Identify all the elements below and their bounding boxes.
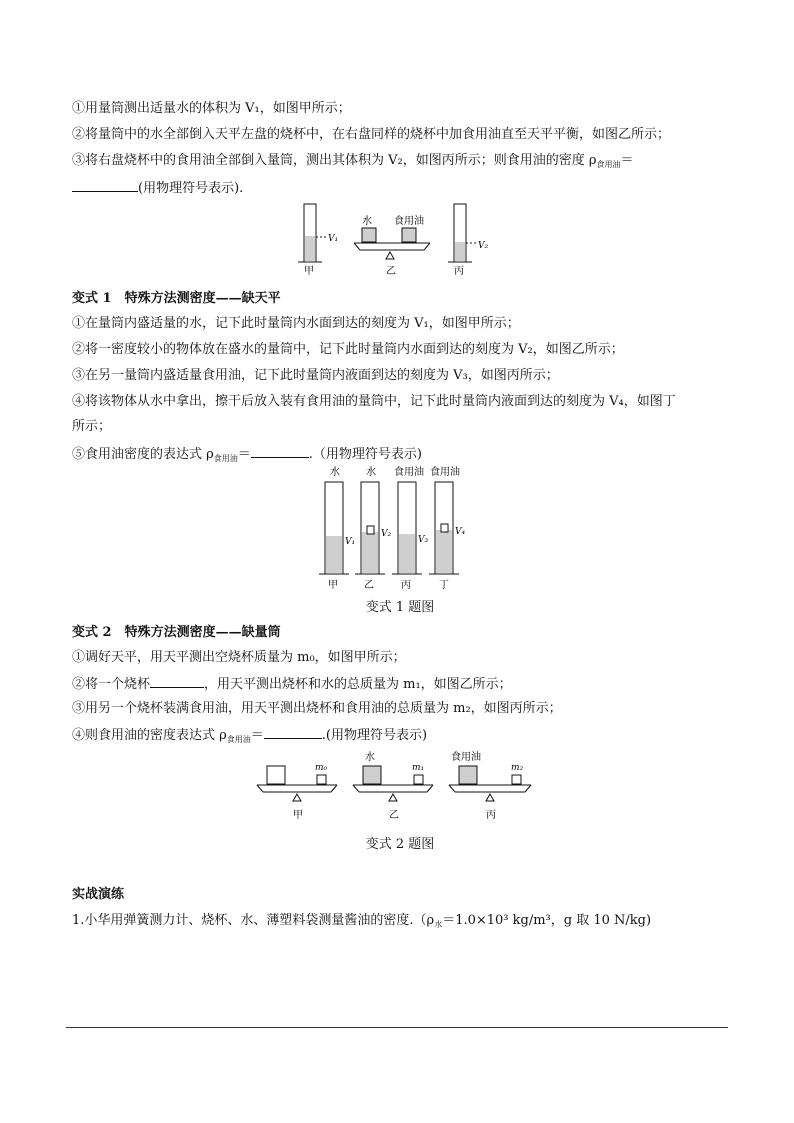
- label-yi: 乙: [386, 266, 396, 277]
- variant-1-step-5-text: ⑤食用油密度的表达式 ρ: [72, 447, 214, 462]
- variant-2-blank[interactable]: [150, 674, 204, 688]
- v2-mass-3: m₂: [511, 763, 524, 773]
- answer-blank[interactable]: [72, 178, 138, 192]
- cylinder-jia: [298, 204, 326, 262]
- variant-1-answer-blank[interactable]: [251, 444, 309, 458]
- label-bing: 丙: [454, 266, 464, 277]
- v1-reading-2: V₂: [381, 529, 392, 539]
- practice-title: 实战演练: [72, 887, 125, 902]
- v1-top-label-1: 水: [330, 467, 340, 478]
- variant-2-step-2: [72, 674, 512, 694]
- v2-water-label: 水: [365, 752, 375, 763]
- step-3-eq: ＝: [620, 153, 634, 168]
- balance-v2-jia: [257, 763, 337, 821]
- variant-1-title: 变式 1 特殊方法测密度——缺天平: [72, 291, 281, 306]
- variant-1-step-4-cont: 所示；: [72, 419, 112, 434]
- variant-2-step-4-sub: 食用油: [226, 735, 251, 744]
- step-2: ②将量筒中的水全部倒入天平左盘的烧杯中，在右盘同样的烧杯中加食用油直至天平平衡，如图乙所示；: [72, 127, 671, 142]
- cylinder-bing: [448, 204, 476, 262]
- variant-1-step-1: ①在量筒内盛适量的水，记下此时量筒内水面到达的刻度为 V₁，如图甲所示；: [72, 316, 520, 331]
- variant-1-step-2: ②将一密度较小的物体放在盛水的量筒中，记下此时量筒内水面到达的刻度为 V₂，如图乙所示；: [72, 342, 624, 357]
- variant-2-step-2-a: ②将一个烧杯: [72, 677, 151, 692]
- variant-2-step-4: [72, 725, 427, 749]
- cylinder-v1-jia: [319, 465, 355, 591]
- v1-label: V₁: [328, 234, 339, 244]
- label-jia: 甲: [304, 266, 314, 277]
- variant-1-step-4: ④将该物体从水中拿出，擦干后放入装有食用油的量筒中，记下此时量筒内液面到达的刻度为 V₄，如图丁: [72, 394, 676, 409]
- variant-1-step-3: ③在另一量筒内盛适量食用油，记下此时量筒内液面到达的刻度为 V₃，如图丙所示；: [72, 368, 559, 383]
- variant-2-step-3: ③用另一个烧杯装满食用油，用天平测出烧杯和食用油的总质量为 m₂，如图丙所示；: [72, 701, 562, 716]
- v2-name-3: 丙: [486, 810, 496, 821]
- variant-2-answer-blank[interactable]: [264, 725, 322, 739]
- variant-1-step-5-sub: 食用油: [213, 454, 238, 463]
- practice-q1-tail: ＝1.0×10³ kg/m³，g 取 10 N/kg): [442, 913, 652, 928]
- variant-1-step-5-eq: ＝: [237, 447, 251, 462]
- cylinder-v1-ding: [429, 465, 465, 591]
- v1-top-label-4: 食用油: [430, 467, 460, 478]
- figure-variant-2: [255, 748, 545, 828]
- practice-q1-text: 1.小华用弹簧测力计、烧杯、水、薄塑料袋测量酱油的密度.（ρ: [72, 913, 435, 928]
- cylinder-v1-yi: [355, 465, 391, 591]
- v2-label: V₂: [478, 241, 489, 251]
- variant-2-step-1: ①调好天平，用天平测出空烧杯质量为 m₀，如图甲所示；: [72, 650, 406, 665]
- variant-2-step-4-tail: .(用物理符号表示): [321, 728, 428, 743]
- step-3-tail: (用物理符号表示).: [138, 181, 244, 196]
- practice-question-1: [72, 912, 651, 934]
- v2-mass-2: m₁: [412, 763, 425, 773]
- water-label: 水: [362, 216, 372, 227]
- v1-name-4: 丁: [439, 580, 449, 591]
- v1-reading-3: V₃: [418, 535, 429, 545]
- cylinder-v1-bing: [392, 465, 428, 591]
- step-3: [72, 152, 634, 174]
- v2-name-1: 甲: [293, 810, 303, 821]
- variant-2-step-2-b: ，用天平测出烧杯和水的总质量为 m₁，如图乙所示；: [204, 677, 512, 692]
- v1-name-2: 乙: [364, 580, 374, 591]
- v1-name-1: 甲: [328, 580, 338, 591]
- oil-label: 食用油: [394, 216, 424, 227]
- practice-q1-sub: 水: [434, 920, 443, 929]
- balance-yi: [354, 228, 430, 259]
- v2-mass-1: m₀: [315, 763, 328, 773]
- figure-variant-1: [318, 464, 478, 596]
- v1-top-label-2: 水: [366, 467, 376, 478]
- variant-2-title: 变式 2 特殊方法测密度——缺量筒: [72, 625, 281, 640]
- variant-1-step-5-tail: .（用物理符号表示): [308, 447, 423, 462]
- v2-name-2: 乙: [389, 810, 399, 821]
- v2-oil-label: 食用油: [451, 752, 481, 763]
- step-3-text: ③将右盘烧杯中的食用油全部倒入量筒，测出其体积为 V₂，如图丙所示；则食用油的密度 ρ: [72, 153, 597, 168]
- step-3-answer: [72, 178, 243, 198]
- variant-1-caption: 变式 1 题图: [365, 600, 435, 615]
- v1-top-label-3: 食用油: [394, 467, 424, 478]
- step-1: ①用量筒测出适量水的体积为 V₁，如图甲所示；: [72, 101, 351, 116]
- balance-v2-yi: [353, 750, 433, 821]
- variant-2-caption: 变式 2 题图: [365, 837, 435, 852]
- footer-divider: [66, 1027, 728, 1028]
- step-3-sub: 食用油: [596, 160, 621, 169]
- v1-reading-1: V₁: [345, 537, 356, 547]
- balance-v2-bing: [449, 750, 531, 821]
- figure-1: [290, 200, 500, 280]
- v1-name-3: 丙: [401, 580, 411, 591]
- variant-2-step-4-text: ④则食用油的密度表达式 ρ: [72, 728, 227, 743]
- v1-reading-4: V₄: [455, 527, 466, 537]
- variant-2-step-4-eq: ＝: [250, 728, 264, 743]
